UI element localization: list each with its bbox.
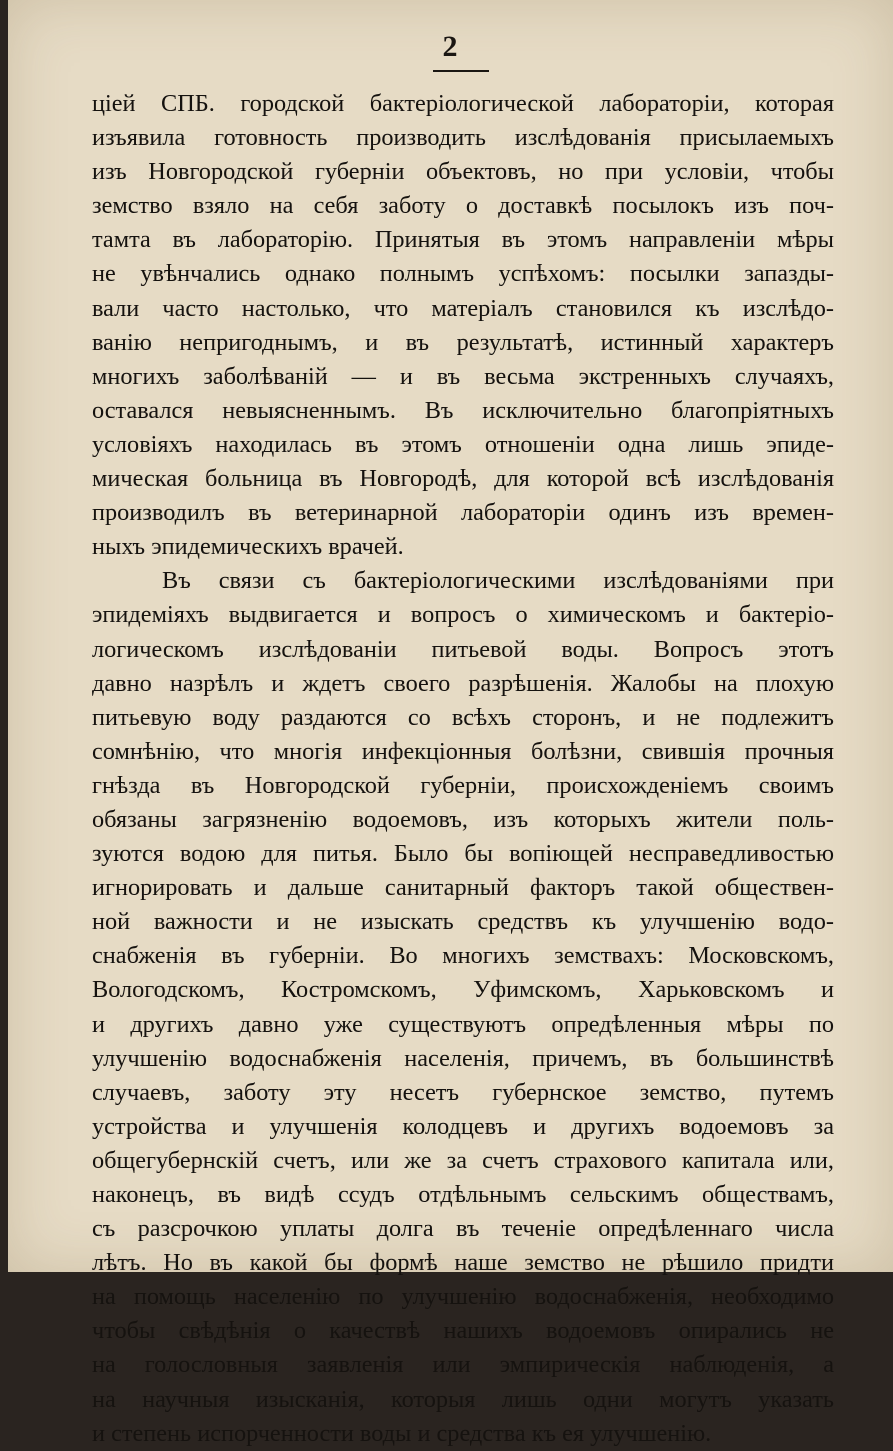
text-line: земство взяло на себя заботу о доставкѣ посылокъ изъ поч- xyxy=(92,192,834,220)
text-line: на научныя изысканiя, которыя лишь одни могутъ указать xyxy=(92,1385,834,1413)
text-line: ныхъ эпидемическихъ врачей. xyxy=(92,533,404,561)
text-line: логическомъ изслѣдованiи питьевой воды. Вопросъ этотъ xyxy=(92,635,834,663)
text-line: цiей СПБ. городской бактерiологической лабораторiи, которая xyxy=(92,90,834,117)
text-line: и другихъ давно уже существуютъ опредѣленныя мѣры по xyxy=(92,1010,834,1038)
text-line: гнѣзда въ Новгородской губернiи, происхожденiемъ своимъ xyxy=(92,771,834,799)
text-line: на помощь населенiю по улучшенiю водоснабженiя, необходимо xyxy=(92,1283,834,1311)
text-line: зуются водою для питья. Было бы вопiющей несправедливостью xyxy=(92,840,834,868)
text-line: улучшенiю водоснабженiя населенiя, причемъ, въ большинствѣ xyxy=(92,1044,834,1072)
text-line: изъ Новгородской губернiи объектовъ, но при условiи, чтобы xyxy=(92,158,834,186)
text-line: условiяхъ находилась въ этомъ отношенiи одна лишь эпиде- xyxy=(92,430,834,458)
text-line: не увѣнчались однако полнымъ успѣхомъ: посылки запазды- xyxy=(92,260,834,288)
text-line: производилъ въ ветеринарной лабораторiи одинъ изъ времен- xyxy=(92,499,834,527)
text-line: съ разсрочкою уплаты долга въ теченiе опредѣленнаго числа xyxy=(92,1215,834,1243)
book-page xyxy=(8,0,893,1447)
text-line: Вологодскомъ, Костромскомъ, Уфимскомъ, Харьковскомъ и xyxy=(92,976,834,1004)
text-line: случаевъ, заботу эту несетъ губернское земство, путемъ xyxy=(92,1078,834,1106)
header-rule xyxy=(433,70,489,72)
text-line: вали часто настолько, что матерiалъ становился къ изслѣдо- xyxy=(92,294,834,322)
text-line: оставался невыясненнымъ. Въ исключительно благопрiятныхъ xyxy=(92,396,834,424)
text-line: изъявила готовность производить изслѣдованiя присылаемыхъ xyxy=(92,124,834,152)
text-line: игнорировать и дальше санитарный факторъ такой обществен- xyxy=(92,874,834,902)
text-line: питьевую воду раздаются со всѣхъ сторонъ, и не подлежитъ xyxy=(92,703,834,731)
paragraph xyxy=(92,87,834,564)
text-line: чтобы свѣдѣнiя о качествѣ нашихъ водоемовъ опирались не xyxy=(92,1317,834,1345)
text-line: сомнѣнiю, что многiя инфекцiонныя болѣзни, свившiя прочныя xyxy=(92,737,834,765)
text-line: и степень испорченности воды и средства къ ея улучшенiю. xyxy=(92,1419,712,1447)
text-line: Въ связи съ бактерiологическими изслѣдованiями при xyxy=(162,567,834,595)
text-line: наконецъ, въ видѣ ссудъ отдѣльнымъ сельскимъ обществамъ, xyxy=(92,1181,834,1208)
paragraph xyxy=(92,564,834,1450)
text-line: на голословныя заявленiя или эмпирическiя наблюденiя, а xyxy=(92,1351,834,1379)
text-line: ной важности и не изыскать средствъ къ улучшенiю водо- xyxy=(92,908,834,936)
text-line: давно назрѣлъ и ждетъ своего разрѣшенiя. Жалобы на плохую xyxy=(92,669,834,697)
text-line: снабженiя въ губернiи. Во многихъ земствахъ: Московскомъ, xyxy=(92,942,834,970)
text-line: общегубернскiй счетъ, или же за счетъ страхового капитала или, xyxy=(92,1146,834,1174)
text-line: устройства и улучшенiя колодцевъ и другихъ водоемовъ за xyxy=(92,1112,834,1140)
text-line: мическая больница въ Новгородѣ, для которой всѣ изслѣдованiя xyxy=(92,465,834,493)
text-line: обязаны загрязненiю водоемовъ, изъ которыхъ жители поль- xyxy=(92,805,834,833)
body-text xyxy=(92,87,834,1451)
text-line: ванiю непригоднымъ, и въ результатѣ, истинный характеръ xyxy=(92,328,834,356)
page-number: 2 xyxy=(442,30,459,63)
text-line: лѣтъ. Но въ какой бы формѣ наше земство не рѣшило придти xyxy=(92,1249,834,1277)
text-line: эпидемiяхъ выдвигается и вопросъ о химическомъ и бактерiо- xyxy=(92,601,834,629)
text-line: многихъ заболѣванiй — и въ весьма экстренныхъ случаяхъ, xyxy=(92,362,834,390)
text-line: тамта въ лабораторiю. Принятыя въ этомъ направленiи мѣры xyxy=(92,226,834,254)
